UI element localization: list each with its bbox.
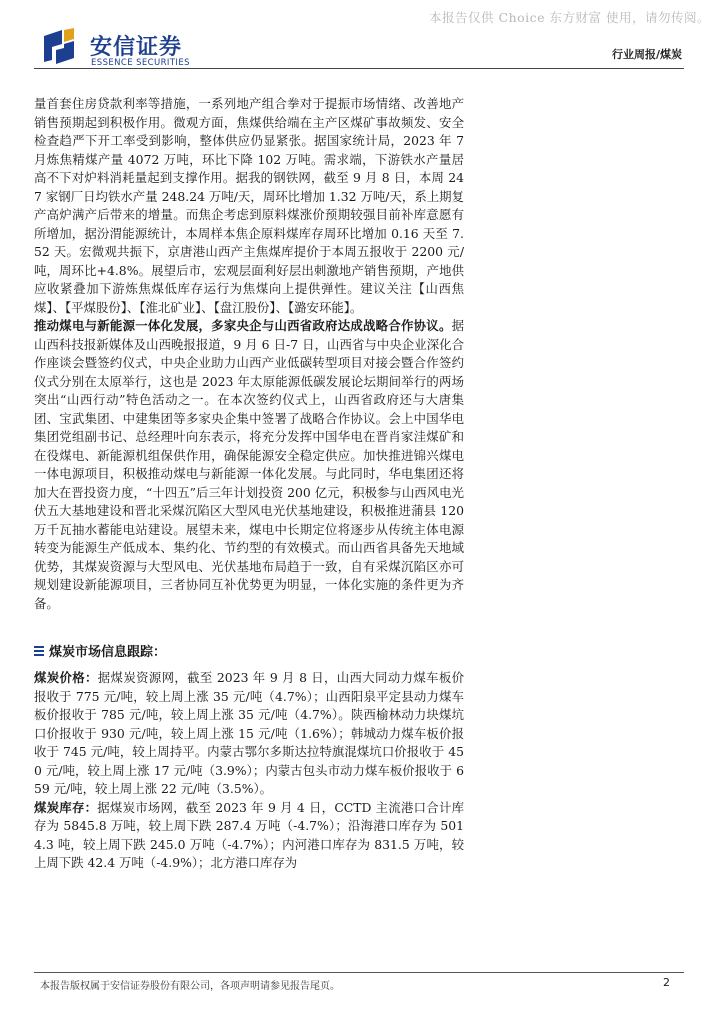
- paragraph-coal-price: [34, 669, 464, 799]
- section-title: 煤炭市场信息跟踪：: [49, 645, 167, 660]
- paragraph-coal-stock: [34, 799, 464, 873]
- paragraph-lead: 煤炭库存：: [34, 799, 98, 815]
- logo-name-en: ESSENCE SECURITIES: [91, 58, 190, 68]
- paragraph-lead: 推动煤电与新能源一体化发展，多家央企与山西省政府达成战略合作协议。: [34, 318, 452, 333]
- logo-mark-icon: [40, 28, 80, 68]
- section-heading: [34, 641, 464, 660]
- footer-disclaimer: 本报告版权属于安信证券股份有限公司，各项声明请参见报告尾页。: [40, 981, 340, 992]
- report-category: 行业周报/煤炭: [611, 48, 682, 61]
- paragraph-coking-coal: 量首套住房贷款利率等措施，一系列地产组合拳对于提振市场情绪、改善地产销售预期起到积极作用。微观方面，焦煤供给端在主产区煤矿事故频发、安全检查趋严下开工率受到影响，整体供应仍显紧张。据国家统计局，2023 年 7 月炼焦精煤产量 4072 万吨，环比下降 102 万吨。需求端，下游铁水产量居高不下对炉料消耗量起到支撑作用。据我的钢铁网，截至 9 月 8 日，本周 247 家钢厂日均铁水产量 248.24 万吨/天，周环比增加 1.32 万吨/天，系上期复产高炉满产后带来的增量。而焦企考虑到原料煤涨价预期较强目前补库意愿有所增加，据汾渭能源统计，本周样本焦企原料煤库存周环比增加 0.16 天至 7.52 天。宏微观共振下，京唐港山西产主焦煤库提价于本周五报收于 2200 元/吨，周环比+4.8%。展望后市，宏观层面利好层出刺激地产销售预期，产地供应收紧叠加下游炼焦煤低库存运行为焦煤向上提供弹性。建议关注【山西焦煤】、【平煤股份】、【淮北矿业】、【盘江股份】、【潞安环能】。: [34, 96, 464, 315]
- report-body: [34, 95, 464, 873]
- page-number: 2: [663, 976, 670, 989]
- paragraph-text: 据山西科技报新媒体及山西晚报报道，9 月 6 日-7 日，山西省与中央企业深化合作座谈会暨签约仪式，中央企业助力山西产业低碳转型项目对接会暨合作签约仪式分别在太原举行，这也是 2023 年太原能源低碳发展论坛期间举行的两场突出“山西行动”特色活动之一。在本次签约仪式上，山西省政府还与大唐集团、宝武集团、中建集团等多家央企集中签署了战略合作协议。会上中国华电集团党组副书记、总经理叶向东表示，将充分发挥中国华电在晋肖家洼煤矿和在役煤电、新能源机组保供作用，确保能源安全稳定供应。加快推进锦兴煤电一体电源项目，积极推动煤电与新能源一体化发展。与此同时，华电集团还将加大在晋投资力度，“十四五”后三年计划投资 200 亿元，积极参与山西风电光伏五大基地建设和晋北采煤沉陷区大型风电光伏基地建设，积极推进蒲县 120 万千瓦抽水蓄能电站建设。展望未来，煤电中长期定位将逐步从传统主体电源转变为能源生产低成本、集约化、节约型的有效模式。而山西省具备先天地域优势，其煤炭资源与大型风电、光伏基地布局趋于一致，自有采煤沉陷区亦可规划建设新能源项目，三者协同互补优势更为明显，一体化实施的条件更为齐备。: [34, 318, 464, 611]
- watermark: 本报告仅供 Choice 东方财富 使用，请勿传阅。: [429, 10, 710, 25]
- paragraph-text: 据煤炭资源网，截至 2023 年 9 月 8 日，山西大同动力煤车板价报收于 775 元/吨，较上周上涨 35 元/吨（4.7%）；山西阳泉平定县动力煤车板价报收于 785 元/吨，较上周上涨 35 元/吨（4.7%）。陕西榆林动力块煤坑口价报收于 930 元/吨，较上周上涨 15 元/吨（1.6%）；韩城动力煤车板价报收于 745 元/吨，较上周持平。内蒙古鄂尔多斯达拉特旗混煤坑口价报收于 450 元/吨，较上周上涨 17 元/吨（3.9%）；内蒙古包头市动力煤车板价报收于 659 元/吨，较上周上涨 22 元/吨（3.5%）。: [34, 670, 465, 796]
- list-icon: [34, 645, 44, 657]
- footer-divider: [34, 972, 684, 973]
- paragraph-text: 据煤炭市场网，截至 2023 年 9 月 4 日，CCTD 主流港口合计库存为 5845.8 万吨，较上周下跌 287.4 万吨（-4.7%）；沿海港口库存为 5014.3 吨，较上周下跌 245.0 万吨（-4.7%）；内河港口库存为 831.5 万吨，较上周下跌 42.4 万吨（-4.9%）；北方港口库存为: [34, 799, 465, 870]
- paragraph-coal-power: [34, 317, 464, 613]
- paragraph-lead: 煤炭价格：: [34, 670, 98, 685]
- header-divider: [34, 68, 684, 69]
- logo-name-cn: 安信证券: [90, 35, 183, 60]
